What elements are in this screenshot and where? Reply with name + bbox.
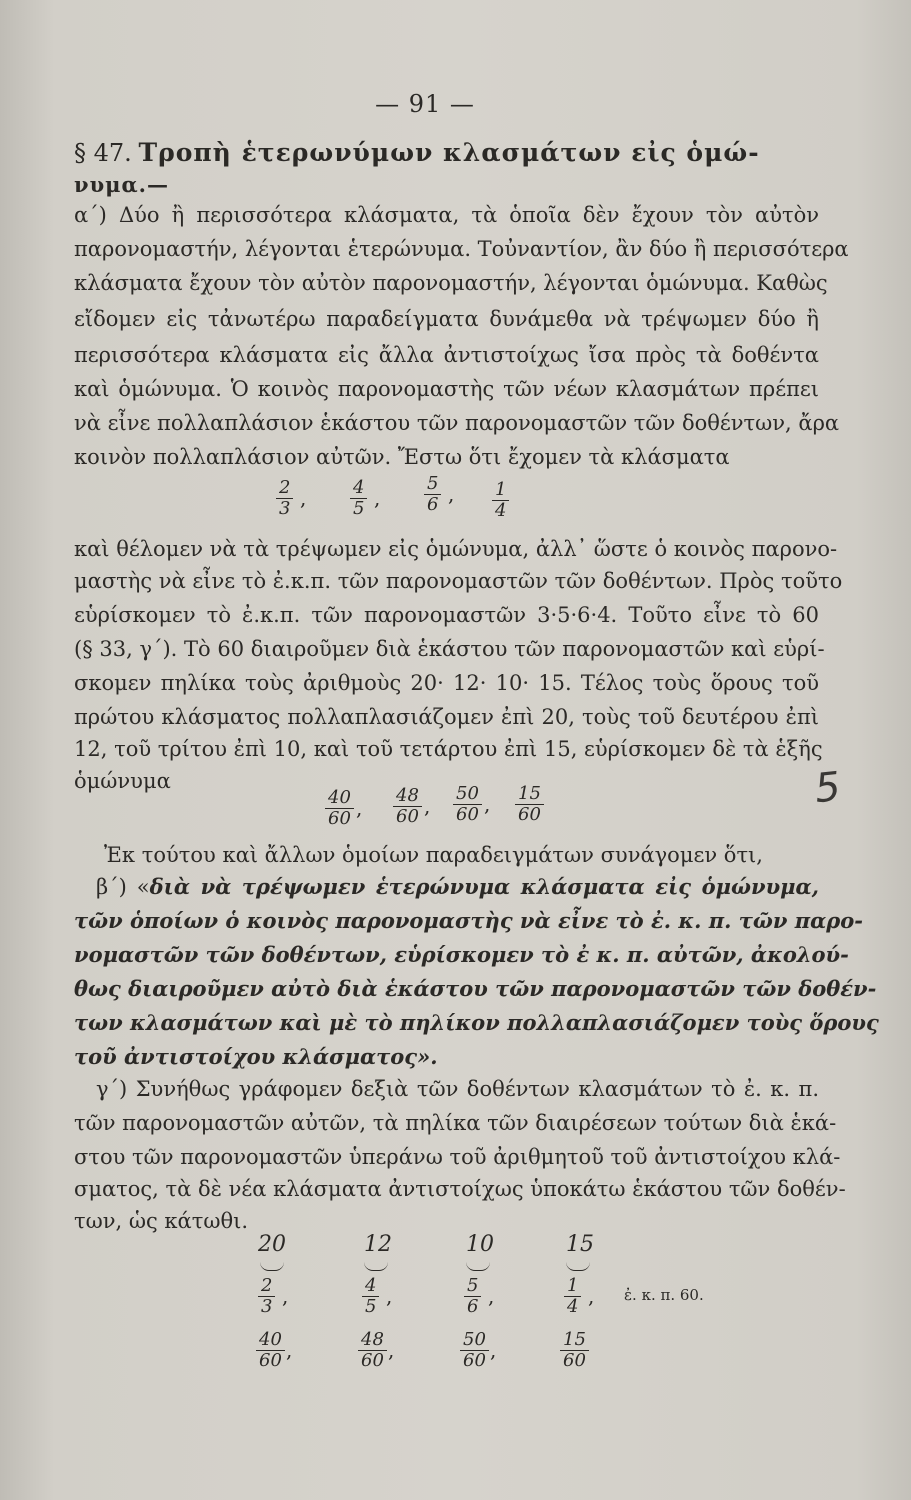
rule-line bbox=[96, 874, 819, 900]
rule-line: τῶν ὁποίων ὁ κοινὸς παρονομαστὴς νὰ εἶνε τὸ ἐ. κ. π. τῶν παρο- bbox=[74, 908, 863, 933]
denominator: 4 bbox=[492, 500, 509, 521]
fraction bbox=[464, 1276, 481, 1317]
fraction bbox=[358, 1330, 387, 1371]
text-line: εἴδομεν εἰς τἀνωτέρω παραδείγματα δυνάμεθα νὰ τρέψωμεν δύο ἢ bbox=[74, 307, 819, 331]
denominator: 60 bbox=[460, 1350, 489, 1371]
numerator: 50 bbox=[456, 783, 479, 804]
text-line: των, ὡς κάτωθι. bbox=[74, 1209, 249, 1233]
denominator: 60 bbox=[453, 804, 482, 825]
numerator: 48 bbox=[361, 1329, 384, 1350]
denominator: 3 bbox=[258, 1296, 275, 1317]
fraction bbox=[362, 1276, 379, 1317]
bracket-arc bbox=[566, 1262, 590, 1271]
denominator: 60 bbox=[393, 806, 422, 827]
numerator: 40 bbox=[328, 787, 351, 808]
bracket-arc bbox=[466, 1262, 490, 1271]
text-line: κοινὸν πολλαπλάσιον αὐτῶν. Ἔστω ὅτι ἔχομεν τὰ κλάσματα bbox=[74, 445, 730, 469]
denominator: 60 bbox=[560, 1350, 589, 1371]
text-line: (§ 33, γ΄). Τὸ 60 διαιροῦμεν διὰ ἑκάστου τῶν παρονομαστῶν καὶ εὑρί- bbox=[74, 637, 825, 661]
denominator: 5 bbox=[362, 1296, 379, 1317]
text-line: εὑρίσκομεν τὸ ἐ.κ.π. τῶν παρονομαστῶν 3·5·6·4. Τοῦτο εἶνε τὸ 60 bbox=[74, 603, 819, 627]
lcm-note: ἐ. κ. π. 60. bbox=[624, 1286, 704, 1304]
text-line: τῶν παρονομαστῶν αὐτῶν, τὰ πηλίκα τῶν διαιρέσεων τούτων διὰ ἑκά- bbox=[74, 1111, 837, 1135]
bracket-arc bbox=[364, 1262, 388, 1271]
fraction bbox=[393, 786, 422, 827]
fraction bbox=[424, 474, 441, 515]
numerator: 4 bbox=[365, 1275, 377, 1296]
rule-prefix: β΄) « bbox=[96, 875, 150, 899]
text-line: μαστὴς νὰ εἶνε τὸ ἐ.κ.π. τῶν παρονομαστῶν τῶν δοθέντων. Πρὸς τοῦτο bbox=[74, 569, 843, 593]
denominator: 6 bbox=[464, 1296, 481, 1317]
section-number: § 47. bbox=[74, 139, 132, 167]
fraction bbox=[350, 478, 367, 519]
text-line: σματος, τὰ δὲ νέα κλάσματα ἀντιστοίχως ὑποκάτω ἑκάστου τῶν δοθέν- bbox=[74, 1177, 846, 1201]
numerator: 2 bbox=[279, 477, 291, 498]
text-line: Ἐκ τούτου καὶ ἄλλων ὁμοίων παραδειγμάτων συνάγομεν ὅτι, bbox=[104, 843, 763, 867]
denominator: 4 bbox=[564, 1296, 581, 1317]
denominator: 60 bbox=[325, 808, 354, 829]
rule-line: νομαστῶν τῶν δοθέντων, εὑρίσκομεν τὸ ἐ κ. π. αὐτῶν, ἀκολού- bbox=[74, 942, 849, 967]
denominator: 5 bbox=[350, 498, 367, 519]
quotient: 20 bbox=[258, 1232, 286, 1257]
page-number: — 91 — bbox=[375, 90, 475, 118]
rule-line: τοῦ ἀντιστοίχου κλάσματος». bbox=[74, 1044, 438, 1069]
bracket-arc bbox=[260, 1262, 284, 1271]
numerator: 4 bbox=[353, 477, 365, 498]
fraction bbox=[460, 1330, 489, 1371]
numerator: 48 bbox=[396, 785, 419, 806]
text-line: ὁμώνυμα bbox=[74, 769, 171, 793]
section-title: Τροπὴ ἑτερωνύμων κλασμάτων εἰς ὁμώ- bbox=[138, 138, 760, 167]
fraction bbox=[276, 478, 293, 519]
rule-text: διὰ νὰ τρέψωμεν ἑτερώνυμα κλάσματα εἰς ὁμώνυμα, bbox=[149, 874, 819, 899]
fraction bbox=[560, 1330, 589, 1371]
section-heading bbox=[74, 140, 819, 167]
text-line: α΄) Δύο ἢ περισσότερα κλάσματα, τὰ ὁποῖα δὲν ἔχουν τὸν αὐτὸν bbox=[74, 203, 819, 227]
fraction bbox=[256, 1330, 285, 1371]
fraction bbox=[564, 1276, 581, 1317]
text-line: νὰ εἶνε πολλαπλάσιον ἑκάστου τῶν παρονομαστῶν τῶν δοθέντων, ἄρα bbox=[74, 411, 840, 435]
denominator: 60 bbox=[256, 1350, 285, 1371]
fraction bbox=[325, 788, 354, 829]
fraction bbox=[453, 784, 482, 825]
numerator: 1 bbox=[567, 1275, 579, 1296]
quotient: 15 bbox=[566, 1232, 594, 1257]
numerator: 50 bbox=[463, 1329, 486, 1350]
rule-line: των κλασμάτων καὶ μὲ τὸ πηλίκον πολλαπλασιάζομεν τοὺς ὅρους bbox=[74, 1010, 879, 1035]
numerator: 5 bbox=[467, 1275, 479, 1296]
text-line: καὶ ὁμώνυμα. Ὁ κοινὸς παρονομαστὴς τῶν νέων κλασμάτων πρέπει bbox=[74, 377, 819, 401]
rule-line: θως διαιροῦμεν αὐτὸ διὰ ἑκάστου τῶν παρονομαστῶν τῶν δοθέν- bbox=[74, 976, 877, 1001]
text-line: σκομεν πηλίκα τοὺς ἀριθμοὺς 20· 12· 10· 15. Τέλος τοὺς ὅρους τοῦ bbox=[74, 671, 819, 695]
denominator: 60 bbox=[358, 1350, 387, 1371]
book-page: — 91 — § 47. Τροπὴ ἑτερωνύμων κλασμάτων εἰς ὁμώ- νυμα.— α΄) Δύο ἢ περισσότερα κλάσματα, τὰ ὁποῖα δὲν ἔχουν τὸν αὐτὸν παρονομαστήν, λέγονται ἑτερώνυμα. Τοὐναντίον, ἂν δύο ἢ περισσότερα κλάσματα ἔχουν τὸν αὐτὸν παρονομαστήν, λέγονται ὁμώνυμα. Καθὼς εἴδομεν εἰς τἀνωτέρω παραδείγματα δυνάμεθα νὰ τρέψωμεν δύο ἢ περισσότερα κλάσματα εἰς ἄλλα ἀντιστοίχως ἴσα πρὸς τὰ δοθέντα καὶ ὁμώνυμα. Ὁ κοινὸς παρονομαστὴς τῶν νέων κλασμάτων πρέπει νὰ εἶνε πολλαπλάσιον ἑκάστου τῶν παρονομαστῶν τῶν δοθέντων, ἄρα κοινὸν πολλαπλάσιον αὐτῶν. Ἔστω ὅτι ἔχομεν τὰ κλάσματα $\frac{2}{3}$ , $\frac{4}{5}$ , $\frac{5}{6}$ , $\frac{1}{4}$ καὶ θέλομεν νὰ τὰ τρέψωμεν εἰς ὁμώνυμα, ἀλλ᾽ ὥστε ὁ κοινὸς παρονο- μαστὴς νὰ εἶνε τὸ ἐ.κ.π. τῶν παρονομαστῶν τῶν δοθέντων. Πρὸς τοῦτο εὑρίσκομεν τὸ ἐ.κ.π. τῶν παρονομαστῶν 3·5·6·4. Τοῦτο εἶνε τὸ 60 (§ 33, γ΄). Τὸ 60 διαιροῦμεν διὰ ἑκάστου τῶν παρονομαστῶν καὶ εὑρί- σκομεν πηλίκα τοὺς ἀριθμοὺς 20· 12· 10· 15. Τέλος τοὺς ὅρους τοῦ πρώτου κλάσματος πολλαπλασιάζομεν ἐπὶ 20, τοὺς τοῦ δευτέρου ἐπὶ 12, τοῦ τρίτου ἐπὶ 10, καὶ τοῦ τετάρτου ἐπὶ 15, εὑρίσκομεν δὲ τὰ ἑξῆς ὁμώνυμα 5 $\frac{40}{60}$ , $\frac{48}{60}$ , $\frac{50}{60}$ , $\frac{15}{60}$ Ἐκ τούτου καὶ ἄλλων ὁμοίων παραδειγμάτων συνάγομεν ὅτι, β΄) «διὰ νὰ τρέψωμεν ἑτερώνυμα κλάσματα εἰς ὁμώνυμα, τῶν ὁποίων ὁ κοινὸς παρονομαστὴς νὰ εἶνε τὸ ἐ. κ. π. τῶν παρο- νομαστῶν τῶν δοθέντων, εὑρίσκομεν τὸ ἐ κ. π. αὐτῶν, ἀκολού- θως διαιροῦμεν αὐτὸ διὰ ἑκάστου τῶν παρονομαστῶν τῶν δοθέν- των κλασμάτων καὶ μὲ τὸ πηλίκον πολλαπλασιάζομεν τοὺς ὅρους τοῦ ἀντιστοίχου κλάσματος». γ΄) Συνήθως γράφομεν δεξιὰ τῶν δοθέντων κλασμάτων τὸ ἐ. κ. π. τῶν παρονομαστῶν αὐτῶν, τὰ πηλίκα τῶν διαιρέσεων τούτων διὰ ἑκά- στου τῶν παρονομαστῶν ὑπεράνω τοῦ ἀριθμητοῦ τοῦ ἀντιστοίχου κλά- σματος, τὰ δὲ νέα κλάσματα ἀντιστοίχως ὑποκάτω ἑκάστου τῶν δοθέν- των, ὡς κάτωθι. 20 12 10 15 $\frac{2}{3}$ , $\frac{4}{5}$ , $\frac{5}{6}$ , $\frac{1}{4}$ , ἐ. κ. π. 60. $\frac{40}{60}$ , $\frac{48}{60}$ , $\frac{50}{60}$ , $\frac{15}{60}$ bbox=[0, 0, 911, 1500]
numerator: 15 bbox=[563, 1329, 586, 1350]
text-line: πρώτου κλάσματος πολλαπλασιάζομεν ἐπὶ 20, τοὺς τοῦ δευτέρου ἐπὶ bbox=[74, 705, 819, 729]
quotient: 12 bbox=[364, 1232, 392, 1257]
text-line: παρονομαστήν, λέγονται ἑτερώνυμα. Τοὐναντίον, ἂν δύο ἢ περισσότερα bbox=[74, 237, 849, 261]
section-heading-cont bbox=[74, 172, 819, 198]
quotient: 10 bbox=[466, 1232, 494, 1257]
numerator: 40 bbox=[259, 1329, 282, 1350]
fraction bbox=[515, 784, 544, 825]
text-line: κλάσματα ἔχουν τὸν αὐτὸν παρονομαστήν, λέγονται ὁμώνυμα. Καθὼς bbox=[74, 271, 828, 295]
denominator: 60 bbox=[515, 804, 544, 825]
fraction bbox=[258, 1276, 275, 1317]
text-line: στου τῶν παρονομαστῶν ὑπεράνω τοῦ ἀριθμητοῦ τοῦ ἀντιστοίχου κλά- bbox=[74, 1145, 841, 1169]
text-line: καὶ θέλομεν νὰ τὰ τρέψωμεν εἰς ὁμώνυμα, ἀλλ᾽ ὥστε ὁ κοινὸς παρονο- bbox=[74, 537, 838, 561]
denominator: 3 bbox=[276, 498, 293, 519]
text-line: περισσότερα κλάσματα εἰς ἄλλα ἀντιστοίχως ἴσα πρὸς τὰ δοθέντα bbox=[74, 343, 819, 367]
text-line: 12, τοῦ τρίτου ἐπὶ 10, καὶ τοῦ τετάρτου ἐπὶ 15, εὑρίσκομεν δὲ τὰ ἑξῆς bbox=[74, 737, 823, 761]
text-line: γ΄) Συνήθως γράφομεν δεξιὰ τῶν δοθέντων κλασμάτων τὸ ἐ. κ. π. bbox=[96, 1077, 819, 1101]
numerator: 15 bbox=[518, 783, 541, 804]
numerator: 1 bbox=[495, 479, 507, 500]
numerator: 2 bbox=[261, 1275, 273, 1296]
handwritten-margin-mark: 5 bbox=[812, 763, 843, 813]
numerator: 5 bbox=[427, 473, 439, 494]
fraction bbox=[492, 480, 509, 521]
denominator: 6 bbox=[424, 494, 441, 515]
section-title-cont: νυμα.— bbox=[74, 172, 169, 197]
